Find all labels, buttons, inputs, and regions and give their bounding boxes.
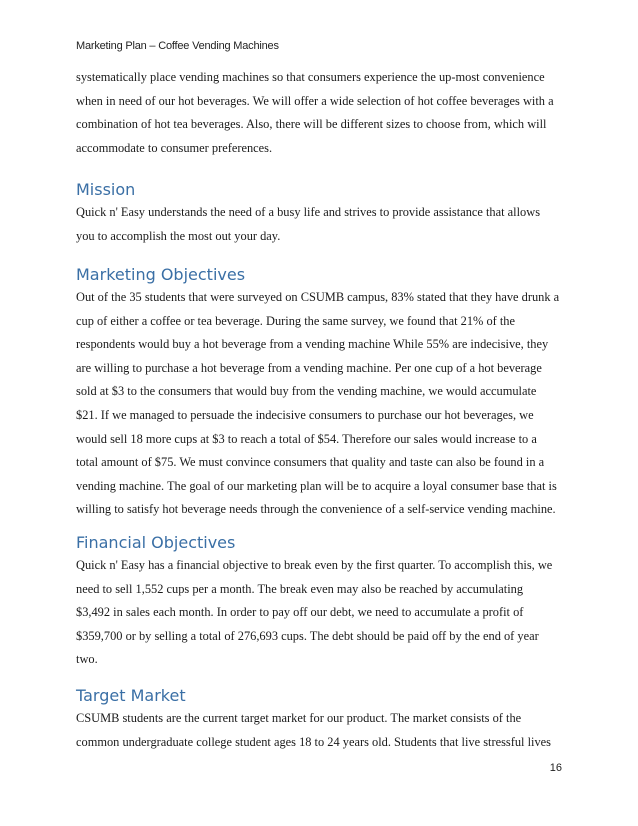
text-line: you to accomplish the most out your day.: [76, 228, 281, 243]
text-line: when in need of our hot beverages. We will offer a wide selection of hot coffee beverages with a: [76, 93, 554, 108]
mission-paragraph: [76, 201, 540, 248]
target-market-paragraph: [76, 707, 551, 754]
text-line: are willing to purchase a hot beverage from a vending machine. Per one cup of a hot beverage: [76, 360, 542, 375]
text-line: total amount of $75. We must convince consumers that quality and taste can also be found in a: [76, 455, 545, 470]
section-heading-financial-objectives: Financial Objectives: [76, 533, 236, 552]
text-line: combination of hot tea beverages. Also, there will be different sizes to choose from, which will: [76, 117, 547, 132]
text-line: CSUMB students are the current target market for our product. The market consists of the: [76, 711, 522, 725]
text-line: need to sell 1,552 cups per a month. The break even may also be reached by accumulating: [76, 581, 524, 596]
text-line: Quick n' Easy understands the need of a busy life and strives to provide assistance that allows: [76, 205, 541, 219]
text-line: Out of the 35 students that were surveyed on CSUMB campus, 83% stated that they have drunk a: [76, 290, 560, 304]
text-line: sold at $3 to the consumers that would buy from the vending machine, we would accumulate: [76, 384, 537, 399]
text-line: vending machine. The goal of our marketing plan will be to acquire a loyal consumer base that is: [76, 478, 557, 493]
marketing-objectives-paragraph: [76, 286, 559, 522]
text-line: $3,492 in sales each month. In order to pay off our debt, we need to accumulate a profit of: [76, 605, 524, 620]
running-header: Marketing Plan – Coffee Vending Machines: [76, 40, 279, 52]
text-line: accommodate to consumer preferences.: [76, 140, 273, 155]
section-heading-target-market: Target Market: [76, 686, 186, 705]
text-line: willing to satisfy hot beverage needs through the convenience of a self-service vending machine.: [76, 502, 556, 517]
text-line: common undergraduate college student ages 18 to 24 years old. Students that live stressful lives: [76, 734, 551, 749]
intro-paragraph: [76, 66, 554, 160]
section-heading-marketing-objectives: Marketing Objectives: [76, 265, 246, 284]
text-line: systematically place vending machines so that consumers experience the up-most convenience: [76, 70, 545, 84]
text-line: two.: [76, 652, 98, 667]
section-heading-mission: Mission: [76, 180, 136, 199]
text-line: Quick n' Easy has a financial objective to break even by the first quarter. To accomplish this, we: [76, 558, 553, 572]
text-line: $21. If we managed to persuade the indecisive consumers to purchase our hot beverages, we: [76, 407, 534, 422]
page-number: 16: [549, 762, 562, 774]
text-line: would sell 18 more cups at $3 to reach a total of $54. Therefore our sales would increase to a: [76, 431, 537, 446]
text-line: cup of either a coffee or tea beverage. During the same survey, we found that 21% of the: [76, 313, 516, 328]
text-line: respondents would buy a hot beverage from a vending machine While 55% are indecisive, they: [76, 337, 549, 352]
text-line: $359,700 or by selling a total of 276,693 cups. The debt should be paid off by the end of year: [76, 628, 539, 643]
financial-objectives-paragraph: [76, 554, 552, 672]
